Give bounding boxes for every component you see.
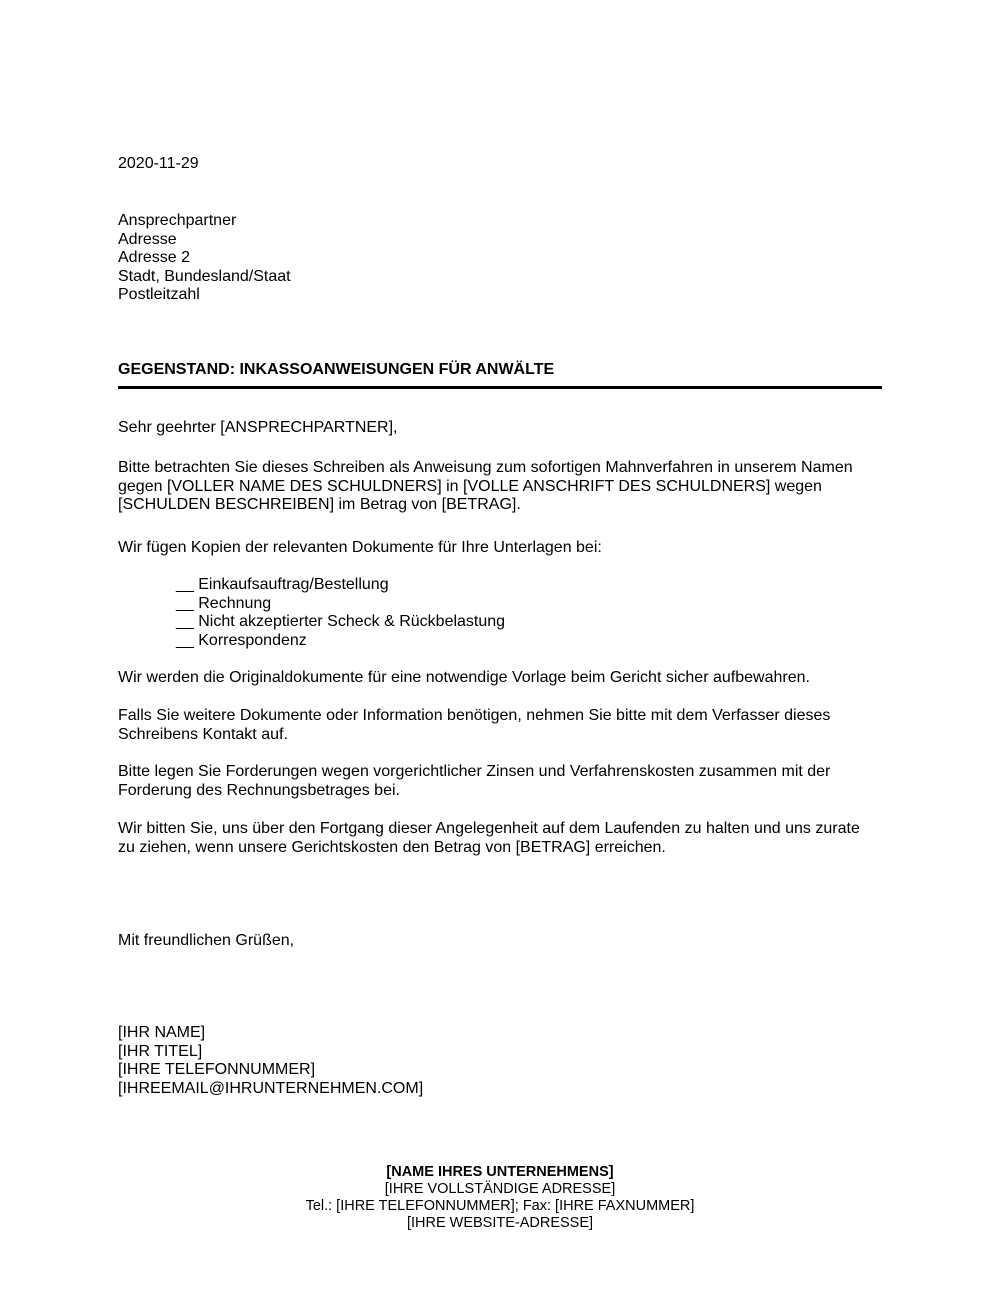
closing [118,932,882,951]
paragraph-enclosures [118,539,882,558]
enclosure-checklist [176,576,940,650]
paragraph-claims [118,763,882,800]
recipient-line: Stadt, Bundesland/Staat [118,267,291,285]
subject-text: GEGENSTAND: INKASSOANWEISUNGEN FÜR ANWÄLTE [118,361,555,378]
letter-date [118,155,882,174]
paragraph-instruction [118,459,882,515]
paragraph-line: gegen [VOLLER NAME DES SCHULDNERS] in [VOLLE ANSCHRIFT DES SCHULDNERS] wegen [118,477,822,495]
recipient-line: Postleitzahl [118,286,200,304]
paragraph-line: Forderung des Rechnungsbetrages bei. [118,781,400,799]
checklist-item: __ Rechnung [176,594,272,612]
company-footer [0,1164,1000,1232]
paragraph-line: [SCHULDEN BESCHREIBEN] im Betrag von [BETRAG]. [118,496,521,514]
closing-text: Mit freundlichen Grüßen, [118,932,295,949]
recipient-line: Adresse [118,230,177,248]
paragraph-line: Schreibens Kontakt auf. [118,725,288,743]
checklist-item: __ Korrespondenz [176,631,307,649]
checklist-item: __ Einkaufsauftrag/Bestellung [176,576,389,593]
paragraph-contact [118,707,882,744]
paragraph-originals [118,669,882,688]
recipient-line: Ansprechpartner [118,212,237,229]
date-text: 2020-11-29 [118,155,199,172]
footer-address: [IHRE VOLLSTÄNDIGE ADRESSE] [384,1181,616,1197]
signature-block [118,1024,882,1098]
paragraph-line: Falls Sie weitere Dokumente oder Information benötigen, nehmen Sie bitte mit dem Verfasser dieses [118,707,831,724]
subject-line [118,361,882,380]
paragraph-progress [118,820,882,857]
recipient-line: Adresse 2 [118,249,191,267]
footer-contact: Tel.: [IHRE TELEFONNUMMER]; Fax: [IHRE FAXNUMMER] [305,1198,695,1214]
paragraph-line: Wir bitten Sie, uns über den Fortgang dieser Angelegenheit auf dem Laufenden zu halten und uns zurate [118,820,860,837]
signature-line: [IHREEMAIL@IHRUNTERNEHMEN.COM] [118,1079,424,1097]
paragraph-line: Wir fügen Kopien der relevanten Dokumente für Ihre Unterlagen bei: [118,539,602,556]
footer-website: [IHRE WEBSITE-ADRESSE] [406,1215,594,1231]
recipient-address [118,212,882,305]
subject-divider [118,386,882,389]
signature-line: [IHR TITEL] [118,1042,203,1060]
signature-line: [IHR NAME] [118,1024,206,1041]
paragraph-line: Bitte legen Sie Forderungen wegen vorgerichtlicher Zinsen und Verfahrenskosten zusammen mit der [118,763,831,780]
checklist-item: __ Nicht akzeptierter Scheck & Rückbelastung [176,613,506,631]
paragraph-line: Wir werden die Originaldokumente für eine notwendige Vorlage beim Gericht sicher aufbewahren. [118,669,810,686]
signature-line: [IHRE TELEFONNUMMER] [118,1061,316,1079]
salutation [118,419,882,438]
paragraph-line: zu ziehen, wenn unsere Gerichtskosten den Betrag von [BETRAG] erreichen. [118,838,666,856]
footer-company: [NAME IHRES UNTERNEHMENS] [386,1164,614,1180]
salutation-text: Sehr geehrter [ANSPRECHPARTNER], [118,419,398,436]
paragraph-line: Bitte betrachten Sie dieses Schreiben als Anweisung zum sofortigen Mahnverfahren in unserem Namen [118,459,853,476]
